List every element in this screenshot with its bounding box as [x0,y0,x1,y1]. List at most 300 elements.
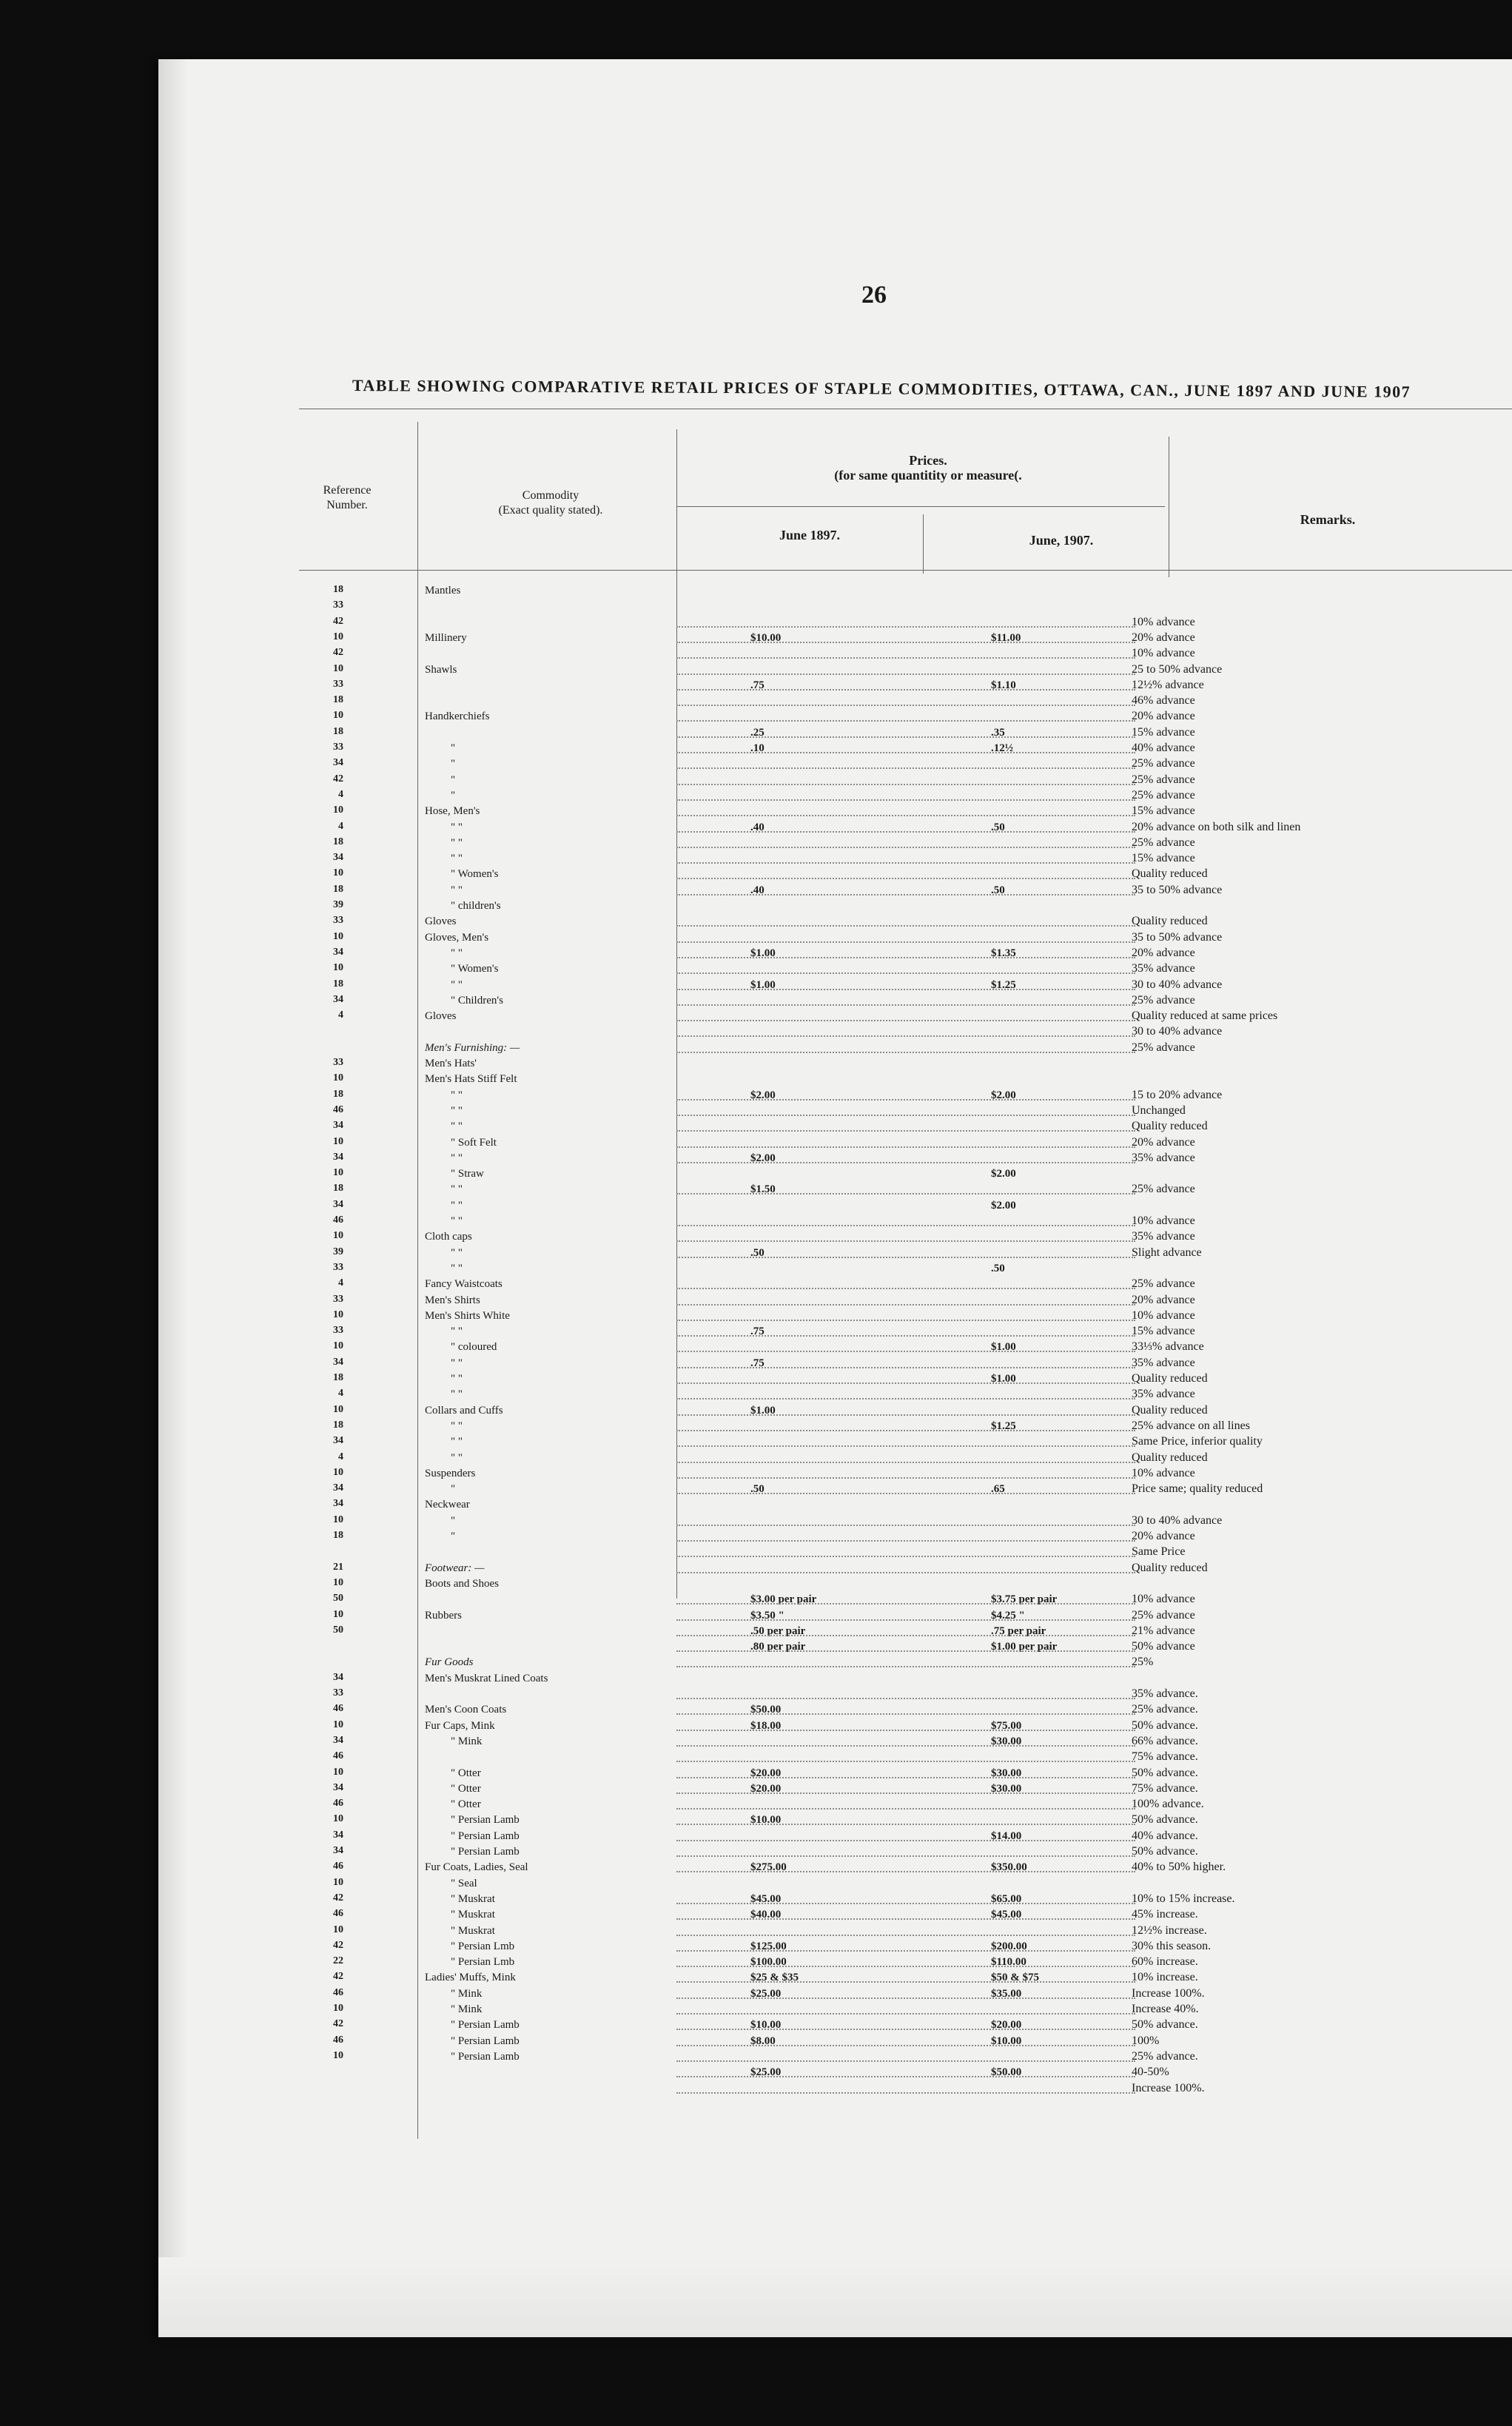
row-remark: 35% advance [1132,1152,1195,1164]
row-dot-leader [676,1367,1135,1368]
row-reference-number: 4 [338,1388,343,1399]
row-commodity: Boots and Shoes [425,1578,500,1590]
row-reference-number: 10 [333,867,343,878]
row-remark: 50% advance. [1132,1813,1198,1826]
row-remark: 50% advance. [1132,1719,1198,1732]
row-reference-number: 33 [333,1325,343,1336]
row-price-1907: $50 & $75 [991,1972,1039,1983]
row-commodity: Men's Hats' [425,1058,477,1069]
row-remark: 50% advance [1132,1640,1195,1653]
row-reference-number: 50 [333,1624,343,1636]
row-reference-number: 33 [333,679,343,690]
row-remark: 35 to 50% advance [1132,931,1223,944]
row-dot-leader [676,1162,1135,1163]
row-price-1907: $1.00 [991,1341,1016,1353]
row-remark: 20% advance on both silk and linen [1132,821,1301,833]
row-commodity: Men's Hats Stiff Felt [425,1073,517,1085]
row-reference-number: 42 [333,2018,343,2029]
row-price-1907: .35 [991,727,1005,739]
row-commodity: " Mink [451,1736,483,1747]
row-remark: Same Price [1132,1545,1186,1558]
header-reference [306,483,388,513]
row-dot-leader [676,1666,1135,1667]
row-commodity: Men's Coon Coats [425,1704,507,1716]
row-commodity: " coloured [451,1341,497,1353]
row-reference-number: 34 [333,1829,343,1841]
row-dot-leader [676,1445,1135,1447]
row-dot-leader [676,1966,1135,1967]
row-price-1907: $11.00 [991,632,1021,644]
row-price-1897: .50 [750,1483,765,1495]
row-commodity: " Persian Lmb [451,1956,515,1968]
row-price-1897: $25.00 [750,2066,782,2078]
row-remark: 30 to 40% advance [1132,978,1223,991]
row-dot-leader [676,1351,1135,1352]
row-reference-number: 4 [338,1009,343,1021]
row-reference-number: 22 [333,1955,343,1966]
row-price-1897: $2.00 [750,1089,776,1101]
row-commodity: Neckwear [425,1499,470,1511]
header-prices-line1: Prices. [909,453,947,468]
row-reference-number: 34 [333,1735,343,1746]
row-commodity: " " [451,1105,463,1117]
row-commodity: Collars and Cuffs [425,1405,503,1417]
row-dot-leader [676,2013,1135,2015]
row-dot-leader [676,1824,1135,1825]
row-dot-leader [676,784,1135,785]
row-dot-leader [676,1777,1135,1778]
row-commodity: Men's Shirts White [425,1310,510,1322]
row-reference-number: 34 [333,852,343,863]
row-price-1907: $2.00 [991,1089,1016,1101]
row-remark: 35% advance [1132,1388,1195,1400]
row-remark: 40% advance. [1132,1829,1198,1842]
row-remark: 25% advance. [1132,1703,1198,1716]
row-remark: 25% advance [1132,1277,1195,1290]
row-dot-leader [676,689,1135,690]
header-commodity-line2: (Exact quality stated). [498,504,603,517]
row-reference-number: 33 [333,1262,343,1273]
row-remark: Increase 40%. [1132,2003,1199,2015]
row-commodity: " " [451,884,463,896]
row-reference-number: 34 [333,1199,343,1210]
header-reference-line2: Number. [326,499,368,511]
row-price-1907: $1.00 [991,1373,1016,1385]
row-remark: 50% advance. [1132,2018,1198,2031]
row-dot-leader [676,1935,1135,1936]
row-dot-leader [676,799,1135,801]
row-reference-number: 46 [333,1861,343,1872]
row-reference-number: 42 [333,773,343,784]
row-price-1897: $8.00 [750,2035,776,2047]
row-price-1907: $20.00 [991,2019,1022,2031]
row-dot-leader [676,1619,1135,1621]
header-remarks: Remarks. [1300,512,1356,527]
header-reference-line1: Reference [323,484,372,497]
row-reference-number: 33 [333,915,343,926]
row-reference-number: 34 [333,1782,343,1793]
row-commodity: " Seal [451,1878,477,1889]
row-remark: 25% advance [1132,773,1195,786]
page-number: 26 [861,281,887,309]
row-dot-leader [676,972,1135,974]
row-commodity: Hose, Men's [425,805,480,817]
row-remark: Increase 100%. [1132,1987,1205,2000]
row-remark: Quality reduced [1132,1562,1208,1574]
row-reference-number: 10 [333,1514,343,1525]
row-remark: 35% advance [1132,962,1195,975]
row-reference-number: 10 [333,1609,343,1620]
row-dot-leader [676,1792,1135,1794]
row-reference-number: 10 [333,1230,343,1241]
row-price-1897: $275.00 [750,1861,787,1873]
rule-header-bottom [299,570,1512,571]
row-commodity: " " [451,821,463,833]
row-remark: Unchanged [1132,1104,1186,1117]
document-page [158,59,1512,2337]
row-remark: 20% advance [1132,947,1195,959]
row-commodity: " Women's [451,963,499,975]
row-reference-number: 10 [333,710,343,721]
row-price-1897: $1.50 [750,1183,776,1195]
row-reference-number: 46 [333,1104,343,1115]
row-commodity: " [451,742,456,754]
row-dot-leader [676,1052,1135,1053]
row-reference-number: 10 [333,2003,343,2014]
row-remark: 12½% advance [1132,679,1204,691]
header-commodity-line1: Commodity [522,489,579,502]
row-reference-number: 10 [333,804,343,816]
row-remark: Same Price, inferior quality [1132,1435,1263,1448]
row-dot-leader [676,941,1135,943]
row-reference-number: 18 [333,694,343,705]
row-remark: Quality reduced at same prices [1132,1009,1278,1022]
row-commodity: " " [451,1200,463,1212]
row-dot-leader [676,1730,1135,1731]
row-remark: Quality reduced [1132,867,1208,880]
row-reference-number: 10 [333,1577,343,1588]
row-remark: 75% advance. [1132,1750,1198,1763]
row-remark: 40-50% [1132,2066,1169,2078]
row-remark: 35% advance [1132,1357,1195,1369]
row-commodity: " " [451,947,463,959]
row-remark: 10% advance [1132,1214,1195,1227]
row-dot-leader [676,1304,1135,1306]
row-reference-number: 4 [338,821,343,832]
row-reference-number: 10 [333,631,343,642]
row-price-1897: $125.00 [750,1941,787,1952]
row-dot-leader [676,705,1135,706]
row-dot-leader [676,1020,1135,1021]
row-reference-number: 18 [333,1089,343,1100]
row-dot-leader [676,878,1135,879]
row-dot-leader [676,831,1135,833]
row-price-1907: $45.00 [991,1909,1022,1921]
row-remark: 25% advance [1132,836,1195,849]
row-reference-number: 42 [333,1892,343,1903]
row-commodity: " " [451,1452,463,1464]
row-reference-number: 46 [333,1750,343,1761]
row-dot-leader [676,847,1135,848]
row-dot-leader [676,626,1135,628]
row-remark: Quality reduced [1132,915,1208,927]
row-dot-leader [676,862,1135,864]
row-commodity: Suspenders [425,1468,476,1479]
row-reference-number: 46 [333,1987,343,1998]
row-price-1907: .50 [991,884,1005,896]
row-remark: 10% advance [1132,1467,1195,1479]
row-reference-number: 34 [333,1845,343,1856]
row-reference-number: 39 [333,1246,343,1257]
row-reference-number: 18 [333,836,343,847]
row-price-1897: $3.00 per pair [750,1593,817,1605]
row-commodity: " [451,1530,456,1542]
row-price-1897: $40.00 [750,1909,782,1921]
row-remark: 25% advance [1132,1041,1195,1054]
row-dot-leader [676,1635,1135,1636]
row-price-1907: $1.25 [991,1420,1016,1432]
row-dot-leader [676,1745,1135,1747]
row-reference-number: 46 [333,2034,343,2046]
row-dot-leader [676,2060,1135,2062]
row-price-1897: .50 per pair [750,1625,806,1637]
row-dot-leader [676,1871,1135,1872]
row-price-1907: $200.00 [991,1941,1027,1952]
row-reference-number: 42 [333,616,343,627]
row-price-1897: $18.00 [750,1720,782,1732]
row-dot-leader [676,1918,1135,1920]
row-price-1907: $4.25 " [991,1610,1025,1622]
row-remark: 50% advance. [1132,1845,1198,1858]
row-reference-number: 33 [333,1687,343,1698]
row-dot-leader [676,1950,1135,1952]
row-reference-number: 18 [333,1419,343,1431]
row-remark: 25% advance on all lines [1132,1419,1250,1432]
row-commodity: " Persian Lamb [451,1846,520,1858]
row-price-1907: $1.35 [991,947,1016,959]
row-price-1907: $110.00 [991,1956,1027,1968]
row-commodity: " Muskrat [451,1925,495,1937]
row-dot-leader [676,1903,1135,1904]
row-commodity: " Persian Lamb [451,1814,520,1826]
row-price-1907: $30.00 [991,1736,1022,1747]
row-reference-number: 10 [333,1136,343,1147]
row-commodity: " Mink [451,1988,483,2000]
row-remark: 15% advance [1132,726,1195,739]
row-remark: Slight advance [1132,1246,1202,1259]
row-commodity: " Otter [451,1798,481,1810]
row-commodity: " Persian Lamb [451,2019,520,2031]
row-commodity: " " [451,1420,463,1432]
row-reference-number: 42 [333,1940,343,1951]
row-remark: 35% advance [1132,1230,1195,1243]
row-price-1897: $20.00 [750,1767,782,1779]
row-reference-number: 34 [333,1435,343,1446]
row-commodity: " Persian Lamb [451,2035,520,2047]
row-dot-leader [676,1556,1135,1557]
row-commodity: " Straw [451,1168,484,1180]
row-dot-leader [676,1650,1135,1652]
row-dot-leader [676,957,1135,958]
row-reference-number: 4 [338,1277,343,1288]
row-remark: 10% advance [1132,1309,1195,1322]
row-remark: 21% advance [1132,1624,1195,1637]
row-dot-leader [676,2076,1135,2077]
row-reference-number: 18 [333,1183,343,1194]
row-reference-number: 46 [333,1703,343,1714]
row-dot-leader [676,1130,1135,1132]
header-commodity [425,488,676,518]
row-remark: 25% advance [1132,757,1195,770]
row-remark: 10% advance [1132,1593,1195,1605]
row-dot-leader [676,1525,1135,1526]
row-commodity: Men's Muskrat Lined Coats [425,1673,548,1684]
row-reference-number: 34 [333,1120,343,1131]
row-reference-number: 10 [333,1340,343,1351]
row-dot-leader [676,1398,1135,1400]
row-remark: 45% increase. [1132,1908,1198,1921]
row-reference-number: 10 [333,1813,343,1824]
row-commodity: Handkerchiefs [425,710,490,722]
row-reference-number: 10 [333,1924,343,1935]
row-dot-leader [676,1004,1135,1006]
header-prices [773,453,1083,483]
row-commodity: " Muskrat [451,1909,495,1921]
row-price-1907: $2.00 [991,1168,1016,1180]
row-dot-leader [676,1320,1135,1321]
row-commodity: Gloves [425,915,457,927]
row-remark: 15% advance [1132,852,1195,864]
row-remark: 30% this season. [1132,1940,1212,1952]
row-commodity: Mantles [425,585,461,597]
header-june-1897: June 1897. [779,528,840,542]
row-price-1897: .75 [750,679,765,691]
row-dot-leader [676,894,1135,896]
row-dot-leader [676,1193,1135,1194]
row-commodity: Cloth caps [425,1231,472,1243]
row-price-1907: $30.00 [991,1767,1022,1779]
row-remark: 20% advance [1132,710,1195,722]
row-reference-number: 10 [333,1719,343,1730]
row-commodity: Men's Furnishing: — [425,1042,520,1054]
row-remark: 40% to 50% higher. [1132,1861,1226,1873]
row-commodity: " Women's [451,868,499,880]
row-dot-leader [676,720,1135,722]
row-price-1907: $35.00 [991,1988,1022,2000]
row-remark: 25% advance [1132,1183,1195,1195]
row-reference-number: 4 [338,1451,343,1462]
row-reference-number: 21 [333,1562,343,1573]
row-remark: Quality reduced [1132,1372,1208,1385]
row-remark: Quality reduced [1132,1404,1208,1417]
row-price-1897: .25 [750,727,765,739]
row-reference-number: 34 [333,1357,343,1368]
row-remark: 12½% increase. [1132,1924,1207,1937]
row-commodity: Fancy Waistcoats [425,1278,503,1290]
table-title: TABLE SHOWING COMPARATIVE RETAIL PRICES OF STAPLE COMMODITIES, OTTAWA, CAN., JUNE 1897 AND JUNE 1907 [352,376,1411,401]
row-dot-leader [676,925,1135,927]
row-commodity: Fur Coats, Ladies, Seal [425,1861,528,1873]
row-dot-leader [676,1493,1135,1494]
row-commodity: " [451,1483,456,1495]
row-commodity: Ladies' Muffs, Mink [425,1972,516,1983]
row-reference-number: 42 [333,1971,343,1982]
row-commodity: Gloves, Men's [425,932,489,944]
row-reference-number: 10 [333,1404,343,1415]
row-price-1907: $65.00 [991,1893,1022,1905]
row-reference-number: 10 [333,2050,343,2061]
row-reference-number: 34 [333,1482,343,1493]
row-dot-leader [676,2029,1135,2030]
row-reference-number: 34 [333,1152,343,1163]
row-commodity: " [451,1515,456,1527]
row-remark: 25% advance [1132,994,1195,1007]
row-reference-number: 10 [333,1467,343,1478]
row-price-1907: .75 per pair [991,1625,1046,1637]
row-dot-leader [676,1146,1135,1148]
row-remark: Price same; quality reduced [1132,1482,1263,1495]
row-price-1897: .75 [750,1325,765,1337]
row-reference-number: 10 [333,1167,343,1178]
row-dot-leader [676,1225,1135,1226]
row-remark: 25% advance. [1132,2050,1198,2063]
row-reference-number: 33 [333,599,343,611]
row-reference-number: 4 [338,789,343,800]
row-price-1897: .80 per pair [750,1641,806,1653]
row-dot-leader [676,1997,1135,1999]
row-remark: 30 to 40% advance [1132,1514,1223,1527]
row-commodity: " " [451,1388,463,1400]
row-dot-leader [676,815,1135,816]
row-price-1907: .50 [991,1263,1005,1274]
row-dot-leader [676,1713,1135,1715]
row-price-1907: $1.25 [991,979,1016,991]
row-price-1907: .50 [991,821,1005,833]
row-price-1897: .40 [750,884,765,896]
row-dot-leader [676,752,1135,753]
row-commodity: Millinery [425,632,467,644]
row-remark: 35% advance. [1132,1687,1198,1700]
row-commodity: " " [451,1152,463,1164]
row-reference-number: 39 [333,899,343,910]
row-commodity: Fur Goods [425,1656,474,1668]
row-remark: 75% advance. [1132,1782,1198,1795]
row-remark: 20% advance [1132,1136,1195,1149]
row-price-1897: .50 [750,1247,765,1259]
row-dot-leader [676,1099,1135,1101]
row-commodity: Shawls [425,664,457,676]
row-commodity: " Muskrat [451,1893,495,1905]
row-price-1907: $10.00 [991,2035,1022,2047]
row-dot-leader [676,1540,1135,1542]
row-price-1907: .12½ [991,742,1013,754]
row-reference-number: 10 [333,931,343,942]
row-commodity: " [451,758,456,770]
row-reference-number: 34 [333,947,343,958]
row-commodity: " Otter [451,1783,481,1795]
row-reference-number: 10 [333,1309,343,1320]
row-remark: 100% [1132,2034,1160,2047]
row-commodity: Fur Caps, Mink [425,1720,495,1732]
row-price-1897: $10.00 [750,2019,782,2031]
row-price-1897: $1.00 [750,1405,776,1417]
row-remark: 66% advance. [1132,1735,1198,1747]
row-price-1897: $100.00 [750,1956,787,1968]
row-remark: 20% advance [1132,631,1195,644]
row-commodity: " " [451,1120,463,1132]
row-price-1907: $50.00 [991,2066,1022,2078]
row-reference-number: 50 [333,1593,343,1604]
